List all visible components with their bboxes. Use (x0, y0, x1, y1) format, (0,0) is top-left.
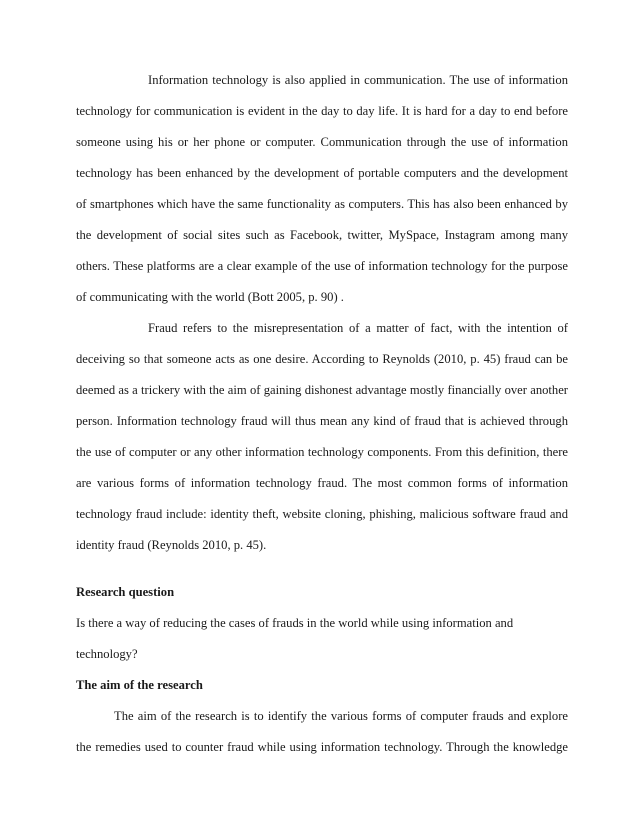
aim-heading: The aim of the research (76, 678, 203, 692)
text-line: others. These platforms are a clear example of the use of information technology for the purpose (76, 259, 568, 273)
text-line: deemed as a trickery with the aim of gaining dishonest advantage mostly financially over another (76, 383, 568, 397)
text-line: deceiving so that someone acts as one desire. According to Reynolds (2010, p. 45) fraud can be (76, 352, 568, 366)
aim-text: The aim of the research is to identify the various forms of computer frauds and explore (114, 709, 568, 723)
text-line: technology has been enhanced by the development of portable computers and the development (76, 166, 568, 180)
text-line: the development of social sites such as Facebook, twitter, MySpace, Instagram among many (76, 228, 568, 242)
research-question-text: technology? (76, 647, 138, 661)
text-line: of smartphones which have the same functionality as computers. This has also been enhanced by (76, 197, 568, 211)
text-line: of communicating with the world (Bott 2005, p. 90) . (76, 290, 344, 304)
text-line: Information technology is also applied in communication. The use of information (148, 73, 568, 87)
text-line: person. Information technology fraud will thus mean any kind of fraud that is achieved through (76, 414, 568, 428)
text-line: are various forms of information technology fraud. The most common forms of information (76, 476, 568, 490)
text-line: identity fraud (Reynolds 2010, p. 45). (76, 538, 267, 552)
aim-text: the remedies used to counter fraud while using information technology. Through the knowledge (76, 740, 568, 754)
text-line: Fraud refers to the misrepresentation of a matter of fact, with the intention of (148, 321, 568, 335)
research-question-text: Is there a way of reducing the cases of frauds in the world while using information and (76, 616, 514, 630)
text-line: technology fraud include: identity theft, website cloning, phishing, malicious software fraud and (76, 507, 568, 521)
text-line: technology for communication is evident in the day to day life. It is hard for a day to end before (76, 104, 568, 118)
text-line: the use of computer or any other information technology components. From this definition, there (76, 445, 568, 459)
research-question-heading: Research question (76, 585, 175, 599)
text-line: someone using his or her phone or computer. Communication through the use of information (76, 135, 568, 149)
